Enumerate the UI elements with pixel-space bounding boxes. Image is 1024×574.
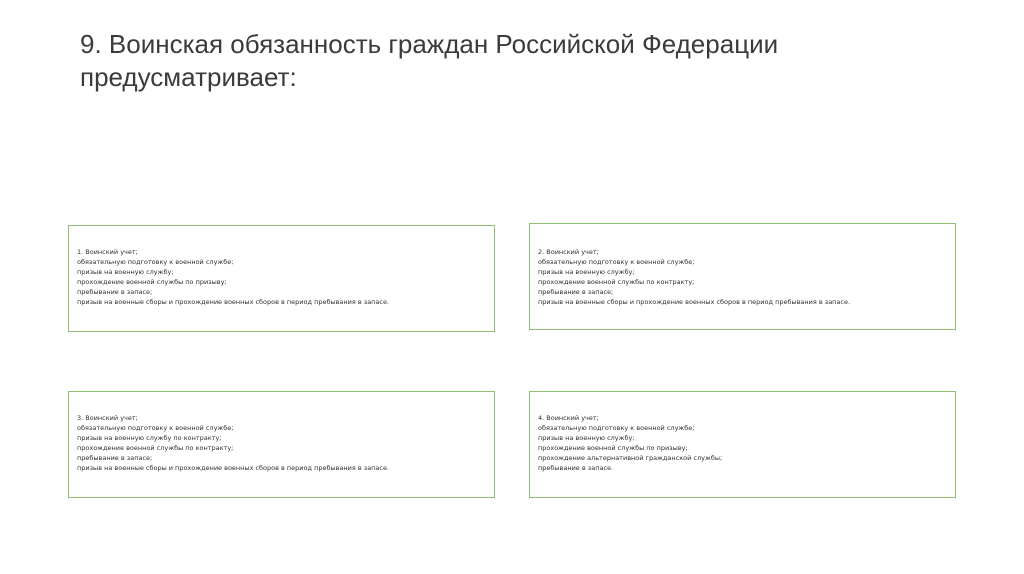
answer-line: обязательную подготовку к военной службе; <box>77 258 234 266</box>
answer-option-1[interactable] <box>68 225 495 332</box>
answer-option-4[interactable] <box>529 391 956 498</box>
answer-line: призыв на военную службу по контракту; <box>77 434 222 442</box>
answer-option-1-text <box>77 247 488 307</box>
answer-line: прохождение военной службы по контракту; <box>538 278 695 286</box>
answer-line: призыв на военные сборы и прохождение военных сборов в период пребывания в запасе. <box>538 298 851 306</box>
answer-line: призыв на военные сборы и прохождение военных сборов в период пребывания в запасе. <box>77 298 390 306</box>
answer-line: призыв на военную службу; <box>538 268 635 276</box>
answer-line: обязательную подготовку к военной службе; <box>538 424 695 432</box>
answer-line: 2. Воинский учет; <box>538 248 599 256</box>
answer-line: пребывание в запасе; <box>538 288 614 296</box>
answer-line: обязательную подготовку к военной службе; <box>538 258 695 266</box>
answer-line: пребывание в запасе. <box>538 464 614 472</box>
answer-line: призыв на военные сборы и прохождение военных сборов в период пребывания в запасе. <box>77 464 390 472</box>
answer-line: прохождение военной службы по призыву; <box>538 444 688 452</box>
answer-line: 1. Воинский учет; <box>77 248 138 256</box>
answer-line: призыв на военную службу; <box>538 434 635 442</box>
slide-title: 9. Воинская обязанность граждан Российской Федерации предусматривает: <box>80 29 779 92</box>
answer-line: призыв на военную службу; <box>77 268 174 276</box>
answer-line: прохождение военной службы по контракту; <box>77 444 234 452</box>
answer-line: 4. Воинский учет; <box>538 414 599 422</box>
answer-line: пребывание в запасе; <box>77 288 153 296</box>
answer-line: обязательную подготовку к военной службе; <box>77 424 234 432</box>
answer-option-2-text <box>538 247 949 307</box>
answer-option-3-text <box>77 413 488 473</box>
answer-option-4-text <box>538 413 949 473</box>
answer-option-2[interactable] <box>529 223 956 330</box>
answer-line: прохождение альтернативной гражданской службы; <box>538 454 723 462</box>
answer-line: прохождение военной службы по призыву; <box>77 278 227 286</box>
answer-line: 3. Воинский учет; <box>77 414 138 422</box>
answer-line: пребывание в запасе; <box>77 454 153 462</box>
answer-option-3[interactable] <box>68 391 495 498</box>
